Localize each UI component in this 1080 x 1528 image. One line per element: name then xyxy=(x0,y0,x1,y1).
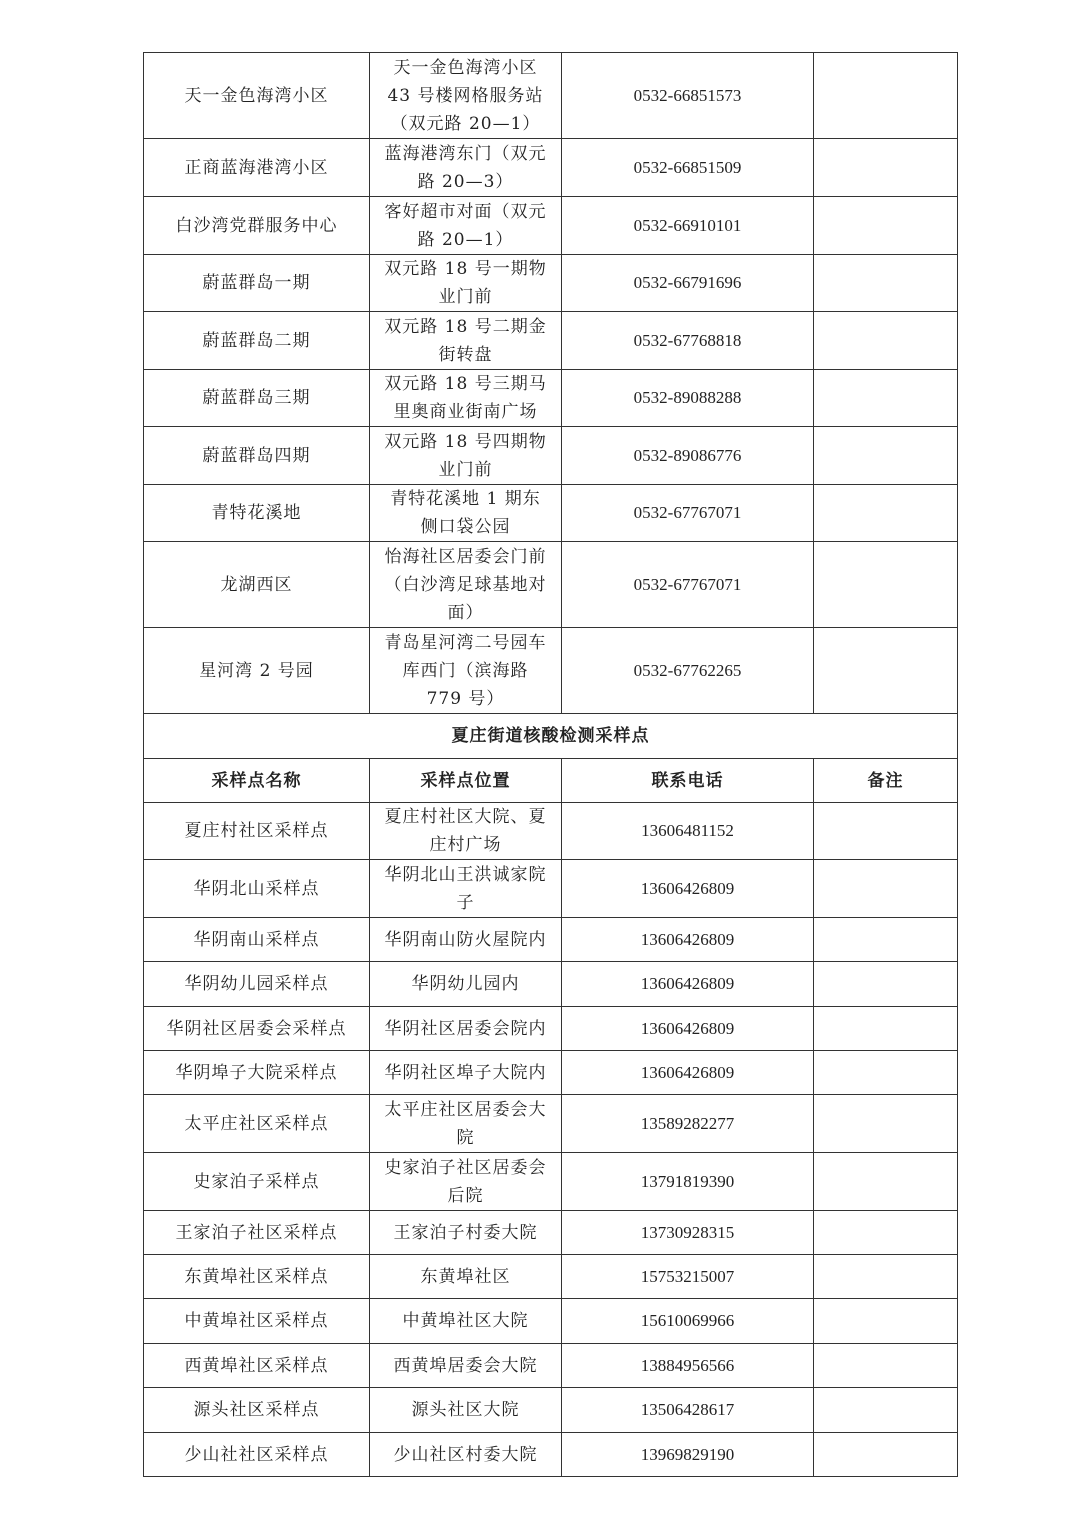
site-note-cell xyxy=(814,1255,958,1299)
site-name-cell: 蔚蓝群岛三期 xyxy=(144,370,370,427)
site-note-cell xyxy=(814,918,958,962)
table-row xyxy=(144,139,958,197)
site-note-cell xyxy=(814,1433,958,1477)
site-phone-cell: 13606426809 xyxy=(562,860,814,918)
site-phone-cell: 13606426809 xyxy=(562,918,814,962)
site-location-cell: 青岛星河湾二号园车库西门（滨海路 779 号） xyxy=(370,628,562,714)
site-location-cell: 王家泊子村委大院 xyxy=(370,1211,562,1255)
table-row xyxy=(144,1388,958,1433)
site-note-cell xyxy=(814,197,958,255)
site-phone-cell: 13606426809 xyxy=(562,1007,814,1051)
site-note-cell xyxy=(814,312,958,370)
header-location: 采样点位置 xyxy=(370,759,562,803)
site-phone-cell: 15610069966 xyxy=(562,1299,814,1344)
site-name-cell: 华阴埠子大院采样点 xyxy=(144,1051,370,1095)
site-note-cell xyxy=(814,962,958,1007)
site-location-cell: 少山社区村委大院 xyxy=(370,1433,562,1477)
site-location-cell: 华阴北山王洪诚家院子 xyxy=(370,860,562,918)
site-name-cell: 龙湖西区 xyxy=(144,542,370,628)
site-phone-cell: 0532-66910101 xyxy=(562,197,814,255)
site-location-cell: 华阴社区埠子大院内 xyxy=(370,1051,562,1095)
site-location-cell: 源头社区大院 xyxy=(370,1388,562,1433)
site-location-cell: 东黄埠社区 xyxy=(370,1255,562,1299)
site-name-cell: 蔚蓝群岛一期 xyxy=(144,255,370,312)
site-location-cell: 西黄埠居委会大院 xyxy=(370,1344,562,1388)
site-phone-cell: 13606426809 xyxy=(562,962,814,1007)
site-phone-cell: 13969829190 xyxy=(562,1433,814,1477)
header-name: 采样点名称 xyxy=(144,759,370,803)
section-row xyxy=(144,714,958,759)
site-name-cell: 华阴社区居委会采样点 xyxy=(144,1007,370,1051)
site-note-cell xyxy=(814,860,958,918)
site-phone-cell: 0532-67762265 xyxy=(562,628,814,714)
table-row xyxy=(144,1051,958,1095)
site-phone-cell: 13884956566 xyxy=(562,1344,814,1388)
table-row xyxy=(144,1344,958,1388)
table-row xyxy=(144,918,958,962)
site-location-cell: 双元路 18 号一期物业门前 xyxy=(370,255,562,312)
site-phone-cell: 0532-66851573 xyxy=(562,53,814,139)
site-location-cell: 华阴幼儿园内 xyxy=(370,962,562,1007)
table-row xyxy=(144,312,958,370)
site-location-cell: 客好超市对面（双元路 20—1） xyxy=(370,197,562,255)
site-phone-cell: 13606426809 xyxy=(562,1051,814,1095)
site-location-cell: 双元路 18 号四期物业门前 xyxy=(370,427,562,485)
table-row xyxy=(144,370,958,427)
site-location-cell: 太平庄社区居委会大院 xyxy=(370,1095,562,1153)
site-phone-cell: 13791819390 xyxy=(562,1153,814,1211)
site-name-cell: 华阴南山采样点 xyxy=(144,918,370,962)
site-name-cell: 蔚蓝群岛二期 xyxy=(144,312,370,370)
table-row xyxy=(144,1211,958,1255)
site-name-cell: 少山社社区采样点 xyxy=(144,1433,370,1477)
site-name-cell: 王家泊子社区采样点 xyxy=(144,1211,370,1255)
table-row xyxy=(144,1007,958,1051)
site-note-cell xyxy=(814,1051,958,1095)
site-note-cell xyxy=(814,485,958,542)
table-row xyxy=(144,860,958,918)
site-location-cell: 怡海社区居委会门前（白沙湾足球基地对面） xyxy=(370,542,562,628)
table-row xyxy=(144,1153,958,1211)
site-phone-cell: 0532-67767071 xyxy=(562,542,814,628)
site-phone-cell: 13589282277 xyxy=(562,1095,814,1153)
site-location-cell: 双元路 18 号三期马里奥商业街南广场 xyxy=(370,370,562,427)
site-note-cell xyxy=(814,255,958,312)
site-phone-cell: 0532-66791696 xyxy=(562,255,814,312)
site-location-cell: 史家泊子社区居委会后院 xyxy=(370,1153,562,1211)
site-note-cell xyxy=(814,1095,958,1153)
site-name-cell: 西黄埠社区采样点 xyxy=(144,1344,370,1388)
site-phone-cell: 0532-89088288 xyxy=(562,370,814,427)
site-name-cell: 源头社区采样点 xyxy=(144,1388,370,1433)
table-row xyxy=(144,255,958,312)
site-note-cell xyxy=(814,139,958,197)
site-name-cell: 白沙湾党群服务中心 xyxy=(144,197,370,255)
site-name-cell: 夏庄村社区采样点 xyxy=(144,803,370,860)
site-note-cell xyxy=(814,542,958,628)
header-row xyxy=(144,759,958,803)
site-location-cell: 蓝海港湾东门（双元路 20—3） xyxy=(370,139,562,197)
table-row xyxy=(144,542,958,628)
site-name-cell: 东黄埠社区采样点 xyxy=(144,1255,370,1299)
site-name-cell: 史家泊子采样点 xyxy=(144,1153,370,1211)
site-name-cell: 中黄埠社区采样点 xyxy=(144,1299,370,1344)
site-location-cell: 双元路 18 号二期金街转盘 xyxy=(370,312,562,370)
site-location-cell: 华阴社区居委会院内 xyxy=(370,1007,562,1051)
site-phone-cell: 0532-89086776 xyxy=(562,427,814,485)
table-row xyxy=(144,1095,958,1153)
site-name-cell: 星河湾 2 号园 xyxy=(144,628,370,714)
table-row xyxy=(144,53,958,139)
site-location-cell: 夏庄村社区大院、夏庄村广场 xyxy=(370,803,562,860)
site-note-cell xyxy=(814,1211,958,1255)
site-note-cell xyxy=(814,1299,958,1344)
table-row xyxy=(144,962,958,1007)
site-name-cell: 正商蓝海港湾小区 xyxy=(144,139,370,197)
site-name-cell: 蔚蓝群岛四期 xyxy=(144,427,370,485)
site-phone-cell: 13606481152 xyxy=(562,803,814,860)
site-phone-cell: 13506428617 xyxy=(562,1388,814,1433)
site-phone-cell: 0532-66851509 xyxy=(562,139,814,197)
site-location-cell: 天一金色海湾小区 43 号楼网格服务站（双元路 20—1） xyxy=(370,53,562,139)
section-title: 夏庄街道核酸检测采样点 xyxy=(144,714,958,759)
site-location-cell: 华阴南山防火屋院内 xyxy=(370,918,562,962)
site-note-cell xyxy=(814,1007,958,1051)
site-phone-cell: 13730928315 xyxy=(562,1211,814,1255)
site-location-cell: 中黄埠社区大院 xyxy=(370,1299,562,1344)
table-row xyxy=(144,1255,958,1299)
table-row xyxy=(144,427,958,485)
table-row xyxy=(144,1433,958,1477)
sampling-points-table xyxy=(143,52,958,1477)
table-row xyxy=(144,485,958,542)
site-phone-cell: 15753215007 xyxy=(562,1255,814,1299)
site-name-cell: 天一金色海湾小区 xyxy=(144,53,370,139)
site-note-cell xyxy=(814,427,958,485)
table-row xyxy=(144,1299,958,1344)
table-row xyxy=(144,628,958,714)
site-note-cell xyxy=(814,1344,958,1388)
site-location-cell: 青特花溪地 1 期东侧口袋公园 xyxy=(370,485,562,542)
site-phone-cell: 0532-67768818 xyxy=(562,312,814,370)
header-note: 备注 xyxy=(814,759,958,803)
table-row xyxy=(144,803,958,860)
site-note-cell xyxy=(814,1388,958,1433)
site-note-cell xyxy=(814,370,958,427)
site-note-cell xyxy=(814,628,958,714)
site-name-cell: 太平庄社区采样点 xyxy=(144,1095,370,1153)
site-name-cell: 华阴北山采样点 xyxy=(144,860,370,918)
site-name-cell: 青特花溪地 xyxy=(144,485,370,542)
site-note-cell xyxy=(814,1153,958,1211)
site-name-cell: 华阴幼儿园采样点 xyxy=(144,962,370,1007)
site-note-cell xyxy=(814,53,958,139)
table-row xyxy=(144,197,958,255)
site-note-cell xyxy=(814,803,958,860)
header-phone: 联系电话 xyxy=(562,759,814,803)
site-phone-cell: 0532-67767071 xyxy=(562,485,814,542)
